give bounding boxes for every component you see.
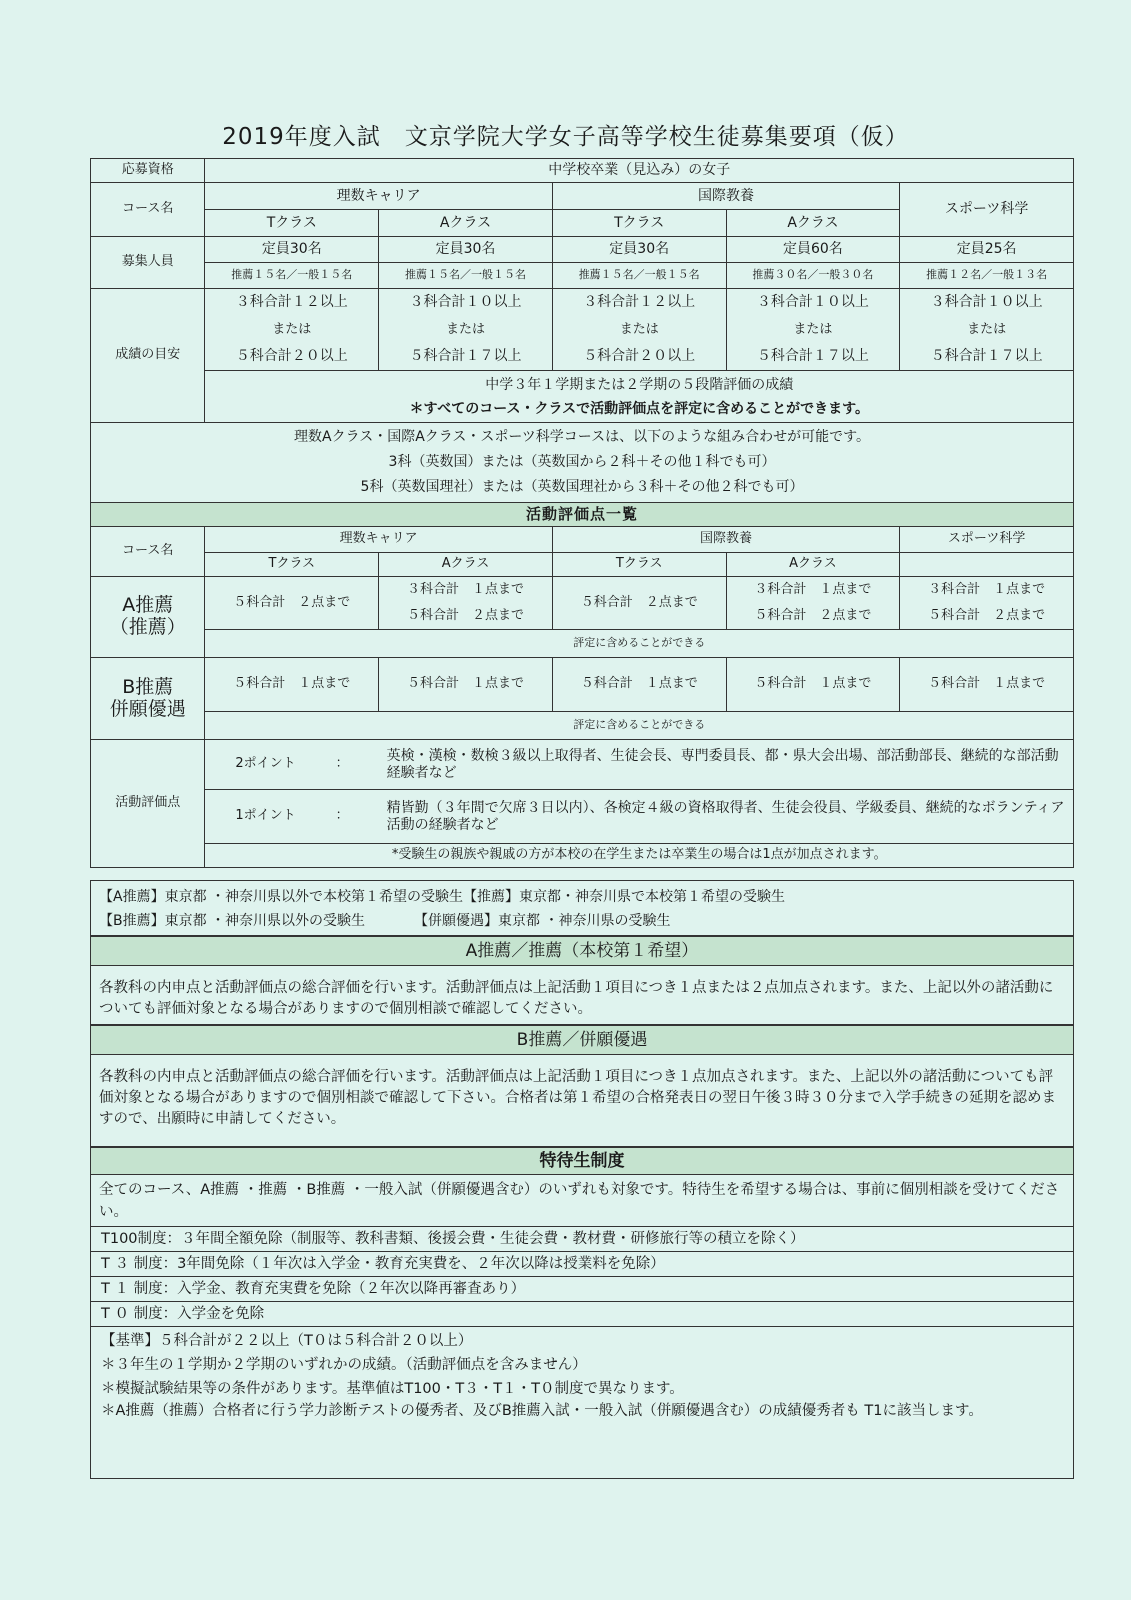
criteria-line: ＊３年生の１学期か２学期のいずれかの成績。（活動評価点を含みません） xyxy=(101,1357,587,1373)
scholarship-intro: 全てのコース、A推薦 ・推薦 ・B推薦 ・一般入試（併願優遇含む）のいずれも対象です。特待生を希望する場合は、事前に個別相談を受けてください。 xyxy=(91,1175,1073,1227)
course-kokusai: 国際教養 xyxy=(552,527,899,553)
grade-cell: ３科合計１０以上 または ５科合計１７以上 xyxy=(900,289,1074,371)
scholarship-item: T １ 制度：入学金、教育充実費を免除（２年次以降再審査あり） xyxy=(91,1277,1073,1302)
course-risu: 理数キャリア xyxy=(205,183,552,210)
capacity-sub: 推薦１５名／一般１５名 xyxy=(552,263,726,289)
grade-notes: 中学３年１学期または２学期の５段階評価の成績 ＊すべてのコース・クラスで活動評価点を評定に含めることができます。 xyxy=(205,371,1074,423)
definitions-box xyxy=(90,880,1074,936)
a-section-title: A推薦／推薦（本校第１希望） xyxy=(91,937,1073,966)
course-label: コース名 xyxy=(91,183,205,237)
a-suisen-cell: ５科合計 ２点まで xyxy=(552,577,726,630)
capacity-sub: 推薦１２名／一般１３名 xyxy=(900,263,1074,289)
b-section xyxy=(90,1025,1074,1147)
grade-cell: ３科合計１２以上 または ５科合計２０以上 xyxy=(205,289,379,371)
eligibility-label: 応募資格 xyxy=(91,159,205,183)
a-suisen-cell: ３科合計 １点まで ５科合計 ２点まで xyxy=(726,577,900,630)
class-a: Aクラス xyxy=(726,210,900,237)
a-suisen-note: 評定に含めることができる xyxy=(205,630,1074,658)
capacity-main: 定員60名 xyxy=(726,237,900,263)
criteria-line: ＊模擬試験結果等の条件があります。基準値はT100・T３・T１・T０制度で異なります。 xyxy=(101,1381,684,1397)
capacity-sub: 推薦１５名／一般１５名 xyxy=(205,263,379,289)
criteria-line: 【基準】５科合計が２２以上（T０は５科合計２０以上） xyxy=(101,1333,473,1349)
b-suisen-cell: ５科合計 １点まで xyxy=(726,658,900,712)
class-t: Tクラス xyxy=(552,210,726,237)
a-section-text: 各教科の内申点と活動評価点の総合評価を行います。活動評価点は上記活動１項目につき１点または２点加点されます。また、上記以外の諸活動についても評価対象となる場合がありますので個別相談で確認してください。 xyxy=(99,980,1054,1018)
b-suisen-cell: ５科合計 １点まで xyxy=(205,658,379,712)
b-suisen-note: 評定に含めることができる xyxy=(205,712,1074,740)
scholarship-item: T ０ 制度：入学金を免除 xyxy=(91,1302,1073,1327)
points-note: *受験生の親族や親戚の方が本校の在学生または卒業生の場合は1点が加点されます。 xyxy=(205,844,1074,868)
class-t: Tクラス xyxy=(205,210,379,237)
b-suisen-cell: ５科合計 １点まで xyxy=(379,658,553,712)
scholarship-section xyxy=(90,1147,1074,1479)
a-section xyxy=(90,936,1074,1025)
a-suisen-cell: ５科合計 ２点まで xyxy=(205,577,379,630)
a-suisen-label: A推薦 （推薦） xyxy=(91,577,205,658)
capacity-main: 定員30名 xyxy=(552,237,726,263)
scholarship-title: 特待生制度 xyxy=(91,1148,1073,1175)
class-t: Tクラス xyxy=(205,553,379,577)
combination-notes: 理数Aクラス・国際Aクラス・スポーツ科学コースは、以下のような組み合わせが可能です。 3科（英数国）または（英数国から２科＋その他１科でも可） 5科（英数国理社）または（英数国理社から３科＋その他２科でも可） xyxy=(91,423,1074,503)
scholarship-item: T100制度：３年間全額免除（制服等、教科書類、後援会費・生徒会費・教材費・研修旅行等の積立を除く） xyxy=(91,1227,1073,1252)
one-point-desc: 精皆勤（３年間で欠席３日以内）、各検定４級の資格取得者、生徒会役員、学級委員、継続的なボランティア活動の経験者など xyxy=(379,790,1074,844)
scholarship-criteria xyxy=(91,1327,1073,1423)
capacity-label: 募集人員 xyxy=(91,237,205,289)
capacity-sub: 推薦１５名／一般１５名 xyxy=(379,263,553,289)
class-a: Aクラス xyxy=(379,210,553,237)
b-suisen-cell: ５科合計 １点まで xyxy=(900,658,1074,712)
a-suisen-cell: ３科合計 １点まで ５科合計 ２点まで xyxy=(379,577,553,630)
course-sports: スポーツ科学 xyxy=(900,183,1074,237)
course-kokusai: 国際教養 xyxy=(552,183,899,210)
a-suisen-cell: ３科合計 １点まで ５科合計 ２点まで xyxy=(900,577,1074,630)
activity-list-title: 活動評価点一覧 xyxy=(91,503,1074,527)
class-t: Tクラス xyxy=(552,553,726,577)
scholarship-item: T ３ 制度：3年間免除（１年次は入学金・教育充実費を、２年次以降は授業料を免除） xyxy=(91,1252,1073,1277)
grade-cell: ３科合計１０以上 または ５科合計１７以上 xyxy=(379,289,553,371)
definition-line: 【B推薦】東京都 ・神奈川県以外の受験生 【併願優遇】東京都 ・神奈川県の受験生 xyxy=(99,913,671,929)
class-a: Aクラス xyxy=(379,553,553,577)
course-risu: 理数キャリア xyxy=(205,527,552,553)
b-section-text: 各教科の内申点と活動評価点の総合評価を行います。活動評価点は上記活動１項目につき１点加点されます。また、上記以外の諸活動についても評価対象となる場合がありますので個別相談で確認して下さい。合格者は第１希望の合格発表日の翌日午後３時３０分まで入学手続きの延期を認めますので、出願時に申請してください。 xyxy=(99,1069,1056,1128)
capacity-sub: 推薦３０名／一般３０名 xyxy=(726,263,900,289)
admission-table xyxy=(90,158,1074,868)
page-title: 2019年度入試 文京学院大学女子高等学校生徒募集要項（仮） xyxy=(222,124,909,150)
class-a: Aクラス xyxy=(726,553,900,577)
two-point-desc: 英検・漢検・数検３級以上取得者、生徒会長、専門委員長、都・県大会出場、部活動部長、継続的な部活動経験者など xyxy=(379,740,1074,790)
one-point-label: 1ポイント ： xyxy=(205,790,379,844)
definition-line: 【A推薦】東京都 ・神奈川県以外で本校第１希望の受験生【推薦】東京都・神奈川県で本校第１希望の受験生 xyxy=(99,889,786,905)
empty-cell xyxy=(900,553,1074,577)
b-suisen-cell: ５科合計 １点まで xyxy=(552,658,726,712)
capacity-main: 定員30名 xyxy=(379,237,553,263)
course-label: コース名 xyxy=(91,527,205,577)
capacity-main: 定員25名 xyxy=(900,237,1074,263)
criteria-line: ＊A推薦（推薦）合格者に行う学力診断テストの優秀者、及びB推薦入試・一般入試（併願優遇含む）の成績優秀者も T1に該当します。 xyxy=(101,1403,983,1419)
eligibility-value: 中学校卒業（見込み）の女子 xyxy=(205,159,1074,183)
capacity-main: 定員30名 xyxy=(205,237,379,263)
grade-label: 成績の目安 xyxy=(91,289,205,423)
b-suisen-label: B推薦 併願優遇 xyxy=(91,658,205,740)
b-section-title: B推薦／併願優遇 xyxy=(91,1026,1073,1055)
grade-cell: ３科合計１０以上 または ５科合計１７以上 xyxy=(726,289,900,371)
grade-cell: ３科合計１２以上 または ５科合計２０以上 xyxy=(552,289,726,371)
activity-points-label: 活動評価点 xyxy=(91,740,205,868)
course-sports: スポーツ科学 xyxy=(900,527,1074,553)
two-point-label: 2ポイント ： xyxy=(205,740,379,790)
